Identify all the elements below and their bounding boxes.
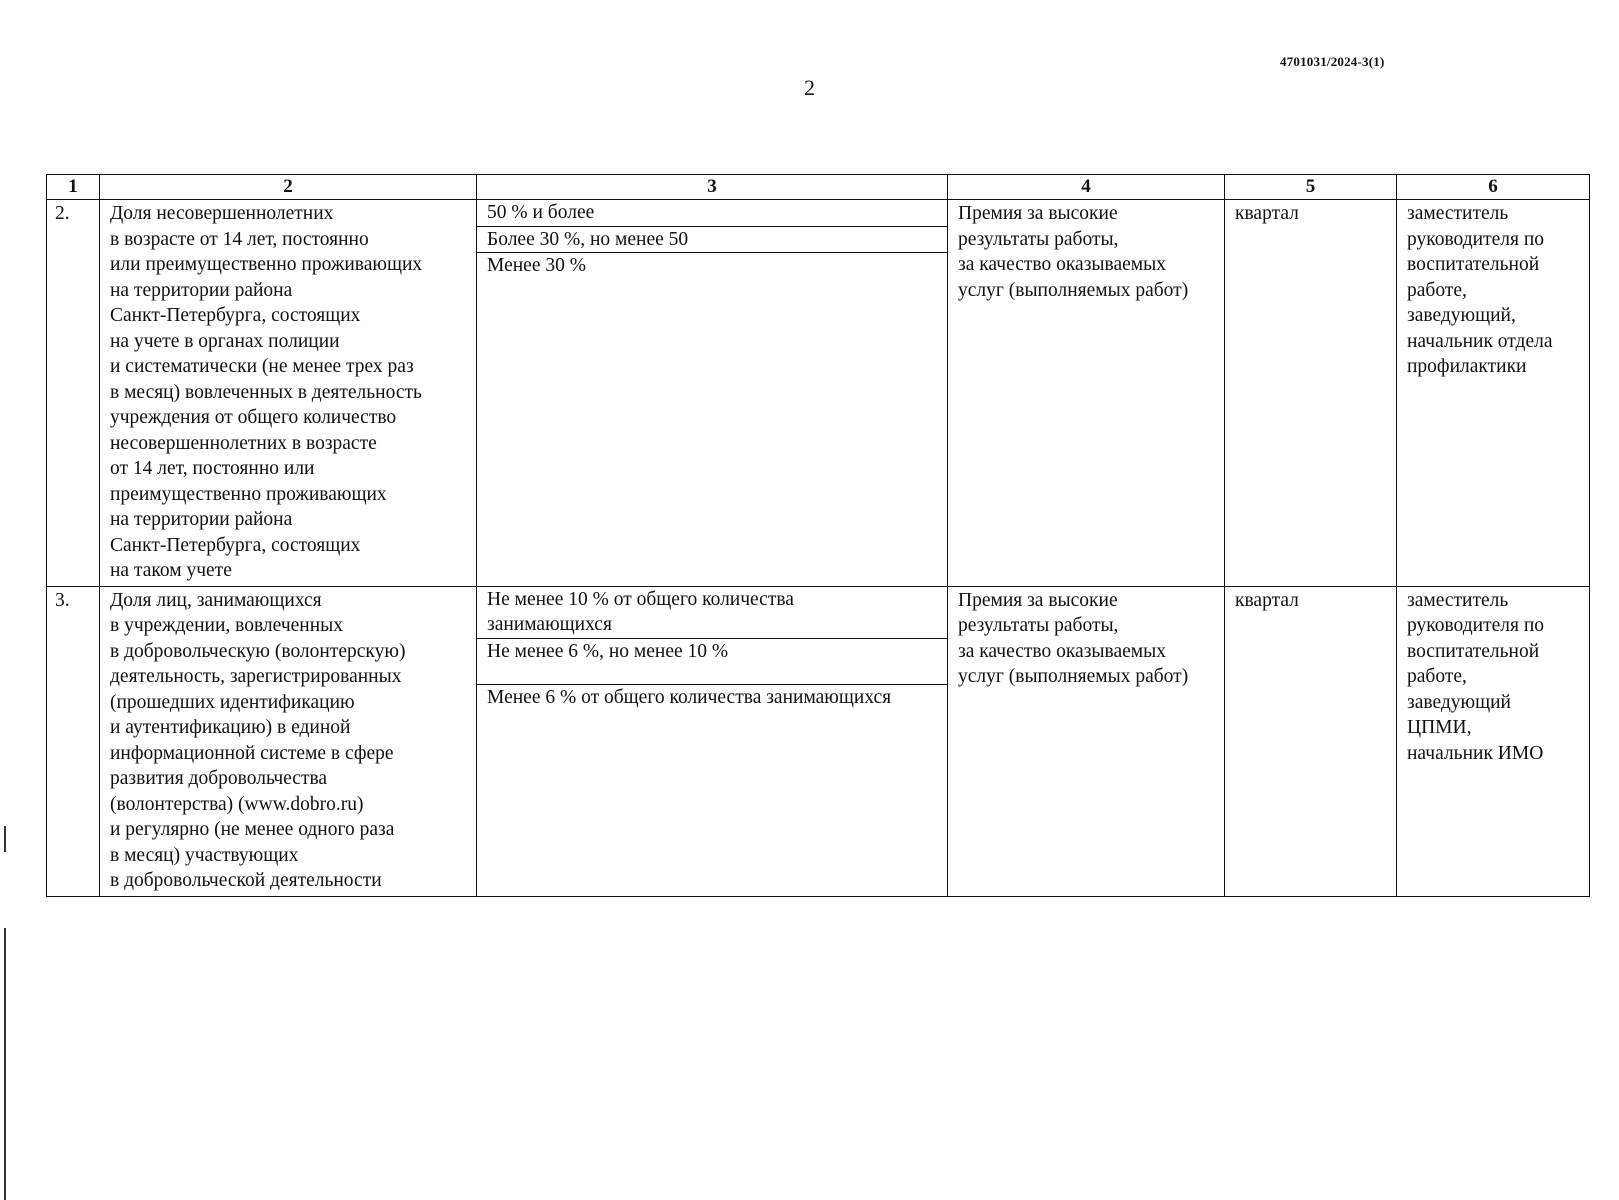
period-cell — [1225, 586, 1397, 896]
criteria-cell — [477, 586, 948, 896]
scan-edge-line — [4, 928, 6, 1200]
responsible-cell — [1397, 586, 1590, 896]
table-row — [47, 200, 1590, 587]
period-text: квартал — [1235, 203, 1299, 224]
column-header: 2 — [100, 175, 477, 200]
criteria-option: Более 30 %, но менее 50 — [477, 227, 947, 254]
criteria-table — [46, 174, 1590, 897]
indicator-cell — [100, 586, 477, 896]
indicator-text: Доля несовершеннолетних в возрасте от 14 лет, постоянно или преимущественно проживающих на территории района Санкт-Петербурга, состоящих на учете в органах полиции и систематически (не менее трех раз в месяц) вовлеченных в деятельность учреждения от общего количество несовершеннолетних в возрасте от 14 лет, постоянно или преимущественно проживающих на территории района Санкт-Петербурга, состоящих на таком учете — [110, 203, 423, 581]
criteria-option: Не менее 10 % от общего количества занимающихся — [477, 587, 947, 639]
responsible-text: заместитель руководителя по воспитательной работе, заведующий ЦПМИ, начальник ИМО — [1407, 589, 1545, 764]
row-number-cell — [47, 200, 100, 587]
indicator-text: Доля лиц, занимающихся в учреждении, вовлеченных в добровольческую (волонтерскую) деятельность, зарегистрированных (прошедших идентификацию и аутентификацию) в единой информационной системе в сфере развития добровольчества (волонтерства) (www.dobro.ru) и регулярно (не менее одного раза в месяц) участвующих в добровольческой деятельности — [110, 589, 406, 891]
payment-cell — [948, 200, 1225, 587]
row-number: 2. — [55, 203, 70, 224]
column-header: 1 — [47, 175, 100, 200]
responsible-cell — [1397, 200, 1590, 587]
column-header: 3 — [477, 175, 948, 200]
document-registration-number: 4701031/2024-3(1) — [1280, 54, 1385, 69]
indicator-cell — [100, 200, 477, 587]
column-header: 4 — [948, 175, 1225, 200]
responsible-text: заместитель руководителя по воспитательной работе, заведующий, начальник отдела профилактики — [1407, 203, 1553, 377]
criteria-option: Менее 30 % — [487, 255, 586, 276]
page-number: 2 — [804, 75, 815, 100]
table-row — [47, 586, 1590, 896]
criteria-option: Не менее 6 %, но менее 10 % — [477, 639, 947, 686]
period-text: квартал — [1235, 589, 1299, 611]
payment-text: Премия за высокие результаты работы, за качество оказываемых услуг (выполняемых работ) — [958, 589, 1189, 687]
table-header-row — [47, 175, 1590, 200]
criteria-cell — [477, 200, 948, 587]
payment-cell — [948, 586, 1225, 896]
row-number-cell — [47, 586, 100, 896]
column-header: 6 — [1397, 175, 1590, 200]
period-cell — [1225, 200, 1397, 587]
criteria-option: Менее 6 % от общего количества занимающихся — [487, 687, 892, 708]
criteria-option: 50 % и более — [477, 200, 947, 227]
row-number: 3. — [55, 589, 70, 611]
column-header: 5 — [1225, 175, 1397, 200]
scan-edge-mark — [4, 826, 6, 852]
payment-text: Премия за высокие результаты работы, за качество оказываемых услуг (выполняемых работ) — [958, 203, 1189, 301]
